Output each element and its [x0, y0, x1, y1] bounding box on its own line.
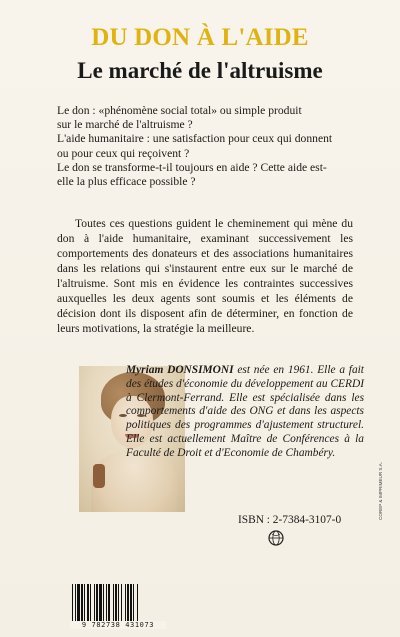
author-name: Myriam DONSIMONI — [126, 364, 234, 376]
photo-hand — [93, 464, 105, 488]
intro-line: Le don : «phénomène social total» ou simple produit — [57, 104, 302, 117]
book-subtitle: Le marché de l'altruisme — [77, 58, 323, 83]
intro-line: L'aide humanitaire : une satisfaction pour ceux qui donnent — [57, 132, 333, 146]
printer-credit: COREP & IMPRIMEUR S.A. — [378, 461, 383, 520]
barcode-number: 9 782738 431073 — [70, 621, 166, 629]
intro-line: Le don se transforme-t-il toujours en aide ? Cette aide est- — [57, 160, 327, 174]
intro-line: sur le marché de l'altruisme ? — [57, 118, 193, 132]
author-bio-text — [126, 364, 364, 461]
book-title: DU DON À L'AIDE — [91, 24, 309, 51]
intro-line: elle la plus efficace possible ? — [57, 175, 196, 189]
summary-text: Toutes ces questions guident le cheminement qui mène du don à l'aide humanitaire, examinant successivement les comportements des donateurs et des associations humanitaires dans les relations qui s'instaurent entre eux sur le marché de l'altruisme. Sont mis en évidence les contraintes successives auxquelles les deux agents sont soumis et les éléments de décision dont ils disposent afin de déterminer, en fonction de leurs motivations, la stratégie la meilleure. — [57, 217, 353, 335]
intro-questions — [57, 104, 357, 189]
summary-paragraph — [57, 216, 353, 336]
globe-logo-icon — [268, 530, 284, 546]
isbn: ISBN : 2-7384-3107-0 — [238, 514, 342, 526]
author-bio-body: est née en 1961. Elle a fait des études d'économie du développement au CERDI à Clermont-Ferrand. Elle est spécialisée dans les comportements d'aide des ONG et dans les aspects politiques des programmes d'ajustement structurel. Elle est actuellement Maître de Conférences à la Faculté de Droit et d'Economie de Chambéry. — [126, 364, 364, 459]
author-bio — [126, 364, 364, 461]
intro-line: ou pour ceux qui reçoivent ? — [57, 146, 190, 160]
